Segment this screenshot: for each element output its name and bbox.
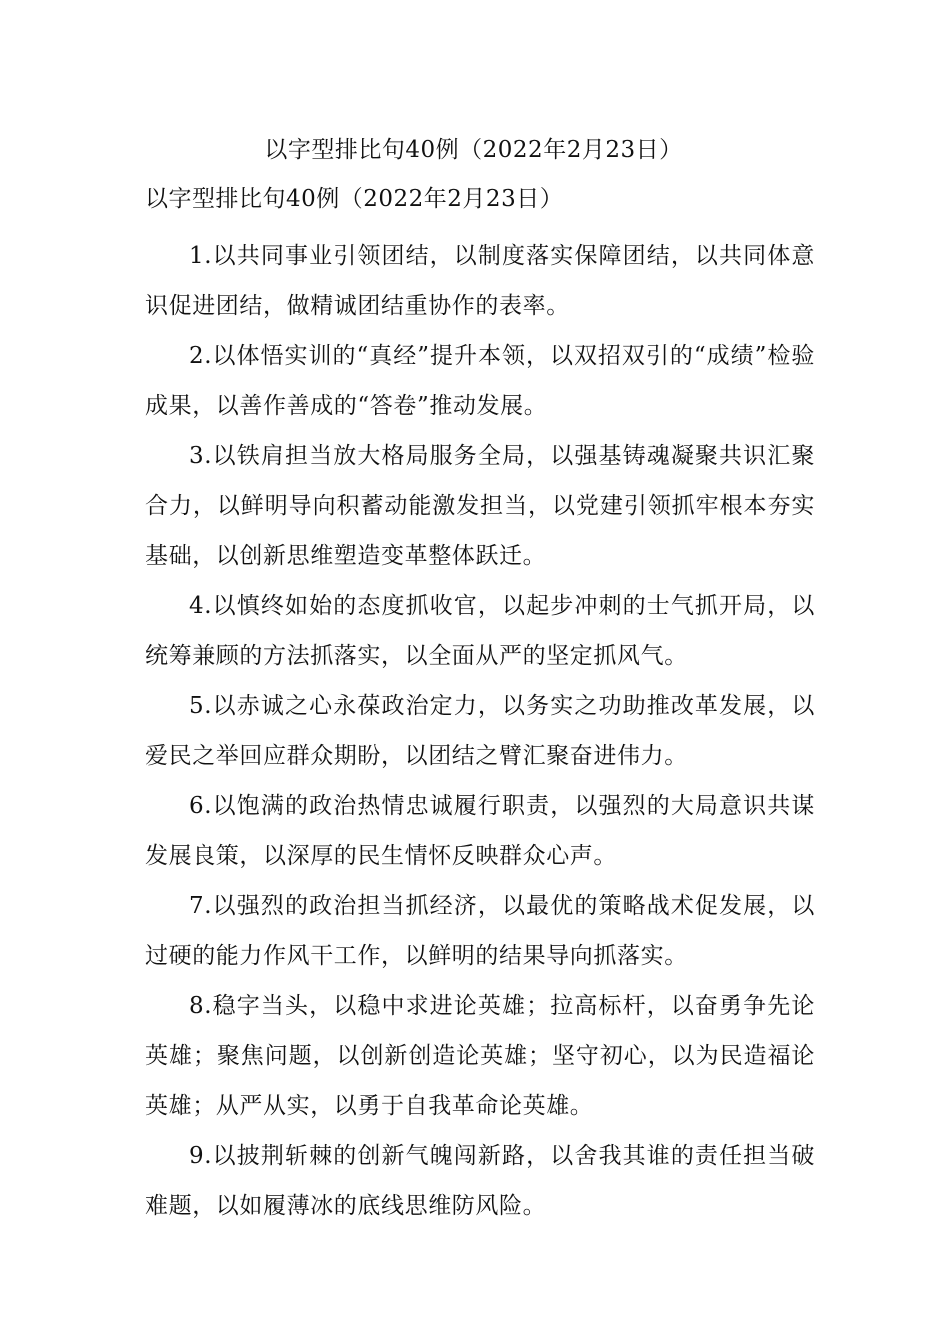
paragraph-4: 4.以慎终如始的态度抓收官，以起步冲刺的士气抓开局，以统筹兼顾的方法抓落实，以全面从严的坚定抓风气。: [145, 593, 815, 669]
paragraph-7: 7.以强烈的政治担当抓经济，以最优的策略战术促发展，以过硬的能力作风干工作，以鲜明的结果导向抓落实。: [145, 893, 815, 969]
paragraph-2: 2.以体悟实训的“真经”提升本领，以双招双引的“成绩”检验成果，以善作善成的“答卷”推动发展。: [145, 343, 815, 419]
document-subtitle: 以字型排比句40例（2022年2月23日）: [145, 186, 564, 212]
paragraph-1: 1.以共同事业引领团结，以制度落实保障团结，以共同体意识促进团结，做精诚团结重协作的表率。: [145, 243, 815, 319]
paragraph-3: 3.以铁肩担当放大格局服务全局，以强基铸魂凝聚共识汇聚合力，以鲜明导向积蓄动能激发担当，以党建引领抓牢根本夯实基础，以创新思维塑造变革整体跃迁。: [145, 443, 815, 569]
paragraph-6: 6.以饱满的政治热情忠诚履行职责，以强烈的大局意识共谋发展良策，以深厚的民生情怀反映群众心声。: [145, 793, 815, 869]
paragraph-9: 9.以披荆斩棘的创新气魄闯新路，以舍我其谁的责任担当破难题，以如履薄冰的底线思维防风险。: [145, 1143, 815, 1219]
document-title: 以字型排比句40例（2022年2月23日）: [264, 137, 683, 163]
paragraph-5: 5.以赤诚之心永葆政治定力，以务实之功助推改革发展，以爱民之举回应群众期盼，以团结之臂汇聚奋进伟力。: [145, 693, 815, 769]
document-body: [145, 181, 815, 1231]
paragraph-8: 8.稳字当头，以稳中求进论英雄；拉高标杆，以奋勇争先论英雄；聚焦问题，以创新创造论英雄；坚守初心，以为民造福论英雄；从严从实，以勇于自我革命论英雄。: [145, 993, 815, 1119]
